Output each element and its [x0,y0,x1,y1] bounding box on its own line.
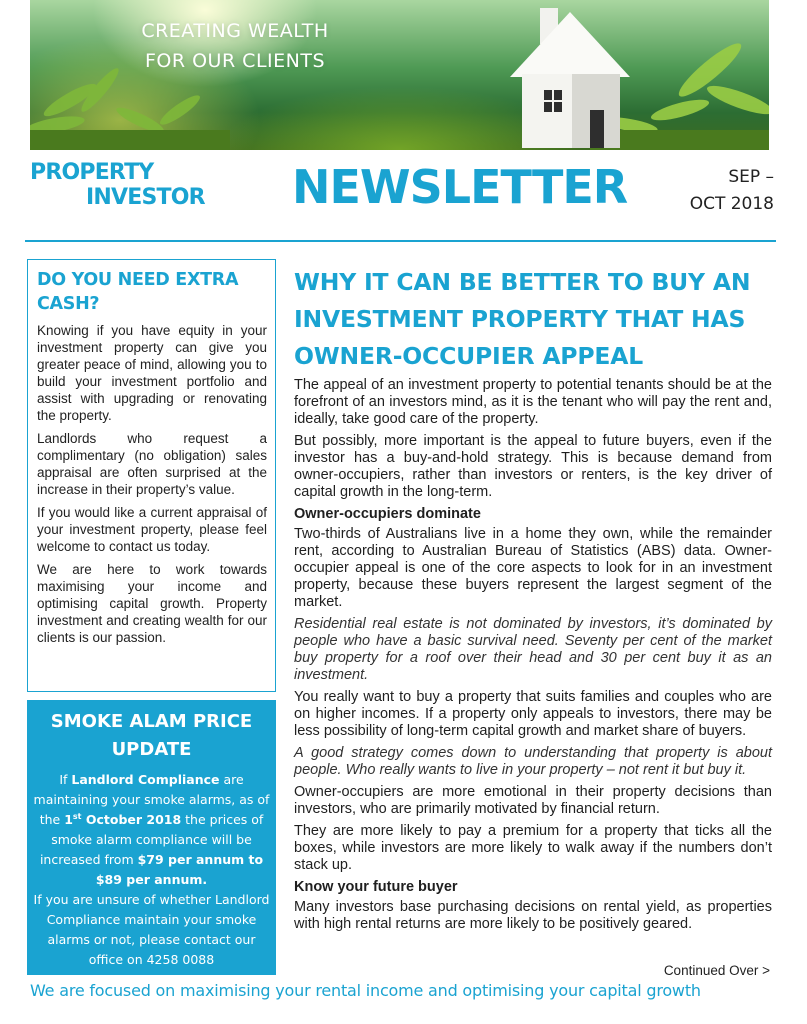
article-paragraph: Many investors base purchasing decisions on rental yield, as properties with high rental returns are more likely to be positively geared. [294,899,772,932]
smoke-date-suffix: st [72,811,82,821]
smoke-date-day: 1 [64,812,73,827]
article-quote: Residential real estate is not dominated by investors, it’s dominated by people who have a basic survival need. Seventy per cent of the market buy property for a roof over their head and 30 per cent buy it as an investment. [294,616,772,683]
smoke-date-month: October 2018 [81,812,182,827]
smoke-company-name: Landlord Compliance [71,772,220,787]
smoke-alarm-heading: SMOKE ALAM PRICE UPDATE [50,711,253,760]
masthead-divider [25,240,776,242]
extra-cash-paragraph: If you would like a current appraisal of your investment property, please feel welcome to contact us today. [37,505,267,554]
article-quote: A good strategy comes down to understanding that property is about people. Who really wants to live in your property – not rent it but buy it. [294,745,772,778]
smoke-text: If [59,772,72,787]
extra-cash-paragraph: We are here to work towards maximising your income and optimising capital growth. Property investment and creating wealth for our clients is our passion. [37,562,267,645]
article-paragraph: They are more likely to pay a premium for a property that ticks all the boxes, while investors are more likely to walk away if the numbers don’t stack up. [294,823,772,873]
extra-cash-paragraph: Landlords who request a complimentary (no obligation) sales appraisal are often surprised at the increase in their property’s value. [37,431,267,497]
smoke-text: the prices of smoke alarm compliance will be increased from [39,812,264,867]
article-paragraph: Two-thirds of Australians live in a home they own, while the remainder rent, according to Australian Bureau of Statistics (ABS) data. Owner-occupier appeal is one of the core aspects to look for in an investment property, because these buyers represent the largest segment of the market. [294,526,772,610]
article-title: WHY IT CAN BE BETTER TO BUY AN INVESTMENT PROPERTY THAT HAS OWNER-OCCUPIER APPEAL [294,268,751,370]
smoke-effective-date [64,812,181,827]
publication-name-line1: PROPERTY [30,160,154,185]
article-paragraph: But possibly, more important is the appeal to future buyers, even if the investor has a buy-and-hold strategy. This is because demand from owner-occupiers, rather than investors or renters, is the key driver of capital growth in the long-term. [294,433,772,500]
smoke-alarm-box [27,700,276,975]
footer-tagline: We are focused on maximising your rental income and optimising your capital growth [30,981,701,1000]
smoke-price-change: $79 per annum to $89 per annum. [95,852,264,887]
continued-over-note: Continued Over > [663,963,770,978]
article-paragraph: Owner-occupiers are more emotional in their property decisions than investors, who are primarily motivated by financial return. [294,784,772,817]
publication-name [30,160,220,210]
smoke-alarm-paragraph [33,770,270,890]
extra-cash-heading: DO YOU NEED EXTRA CASH? [37,270,239,314]
banner-title: CREATING WEALTH FOR OUR CLIENTS [141,20,329,72]
article-paragraph: The appeal of an investment property to potential tenants should be at the forefront of an investors mind, as it is the tenant who will pay the rent and, ideally, take good care of the property. [294,377,772,427]
article-paragraph: You really want to buy a property that suits families and couples who are on higher incomes. If a property only appeals to investors, there may be less possibility of long-term capital growth and market share of buyers. [294,689,772,739]
issue-date: SEP – OCT 2018 [689,167,774,214]
article-subheading: Owner-occupiers dominate [294,506,481,522]
newsletter-title: NEWSLETTER [292,160,628,214]
house-icon [500,2,640,148]
smoke-alarm-contact: If you are unsure of whether Landlord Compliance maintain your smoke alarms or not, please contact our office on 4258 0088 [33,892,270,967]
publication-name-line2: INVESTOR [86,185,205,210]
header-banner-image [30,0,769,150]
article-subheading: Know your future buyer [294,879,458,895]
smoke-text: are maintaining your smoke alarms, as of the [33,772,270,827]
main-article [294,264,772,938]
extra-cash-paragraph: Knowing if you have equity in your investment property can give you greater peace of mind, allowing you to build your investment portfolio and assist with upgrading or renovating the property. [37,323,267,423]
extra-cash-box [27,259,276,692]
